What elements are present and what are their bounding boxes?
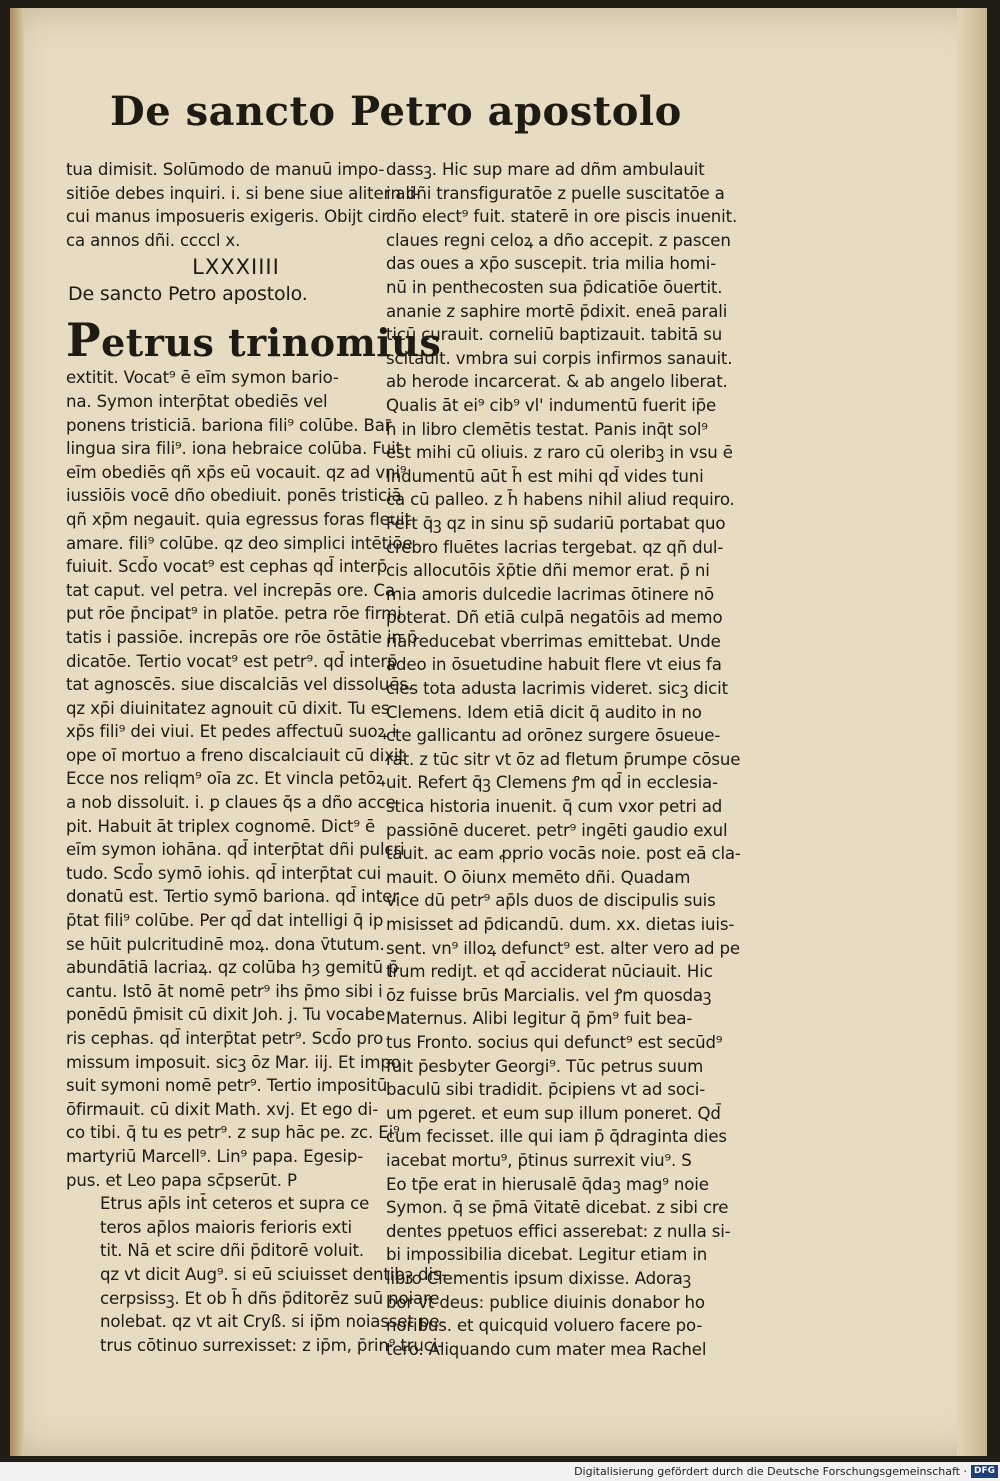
text-line: eīm obediēs qñ xp̄s eū vocauit. qz ad vni⁹ [66,462,407,482]
text-line: poterat. Dñ etiā culpā negatōis ad memo [386,608,723,628]
text-line: na. Symon interp̄tat obediēs vel [66,391,328,411]
text-line: eīm symon iohāna. qd̄ interp̄tat dñi pulcri [66,840,405,860]
text-line: abundātiā lacriaꝝ. qz colūba hȝ gemitū p̄ [66,958,399,978]
text-line: cui manus imposueris exigeris. Obijt cir [66,207,388,227]
text-line: mia amoris dulcedie lacrimas ōtinere nō [386,584,715,604]
text-line: tus Fronto. socius qui defunct⁹ est secūd⁹ [386,1032,723,1052]
text-line: suit symoni nomē petr⁹. Tertio impositū [66,1076,388,1096]
text-line: Indumentū aūt h̄ est mihi qd̄ vides tuni [386,466,704,486]
text-line: ca annos dñi. ccccl x. [66,230,241,250]
text-line: ris cephas. qd̄ interp̄tat petr⁹. Scd̄o pro [66,1029,384,1048]
text-line: co tibi. q̄ tu es petr⁹. z sup hāc pe. zc. Ei⁹ [66,1123,400,1143]
text-line: cum fecisset. ille qui iam p̄ q̄draginta dies [386,1127,727,1147]
text-line: libro Clementis ipsum dixisse. Adoraꝫ [386,1268,692,1288]
text-line: tit. Nā et scire dñi p̄ditorē voluit. [100,1241,365,1261]
dfg-logo: DFG [971,1465,998,1478]
initial-letter: P [66,313,102,368]
text-line: Symon. q̄ se p̄mā v̄itatē dicebat. z sibi cre [386,1198,729,1218]
text-line: ab herode incarcerat. & ab angelo liberat. [386,372,728,392]
text-line: put rōe p̄ncipat⁹ in platōe. petra rōe firmi [66,604,402,624]
text-line: Clemens. Idem etiā dicit q̄ audito in no [386,702,702,722]
text-line: bor vt deus: publice diuinis donabor ho [386,1292,705,1312]
text-line: cantu. Istō āt nomē petr⁹ ihs p̄mo sibi i [66,981,383,1001]
text-line: adeo in ōsuetudine habuit flere vt eius fa [386,655,722,675]
text-line: baculū sibi tradidit. p̄cipiens vt ad soci- [386,1080,706,1100]
text-line: uit. Refert q̄ꝫ Clemens ꝭm qd̄ in ecclesia- [386,773,718,793]
text-line: vice dū petr⁹ ap̄ls duos de discipulis suis [386,891,716,911]
text-line: cte gallicantu ad orōnez surgere ōsueue- [386,726,721,746]
text-line: tat caput. vel petra. vel increpās ore. Ca- [66,580,401,600]
text-line: in dñi transfiguratōe z puelle suscitatōe a [386,183,725,203]
text-line: ponēdū p̄misit cū dixit Joh. j. Tu vocabe [66,1005,386,1025]
left-column [66,158,448,1357]
text-line: stica historia inuenit. q̄ cum vxor petri ad [386,797,723,817]
text-line: qz vt dicit Aug⁹. si eū sciuisset dentibꝫ dis- [100,1264,448,1284]
text-line: trus cōtinuo surrexisset: z ip̄m, p̄rin⁹ truci- [100,1335,444,1355]
text-line: dño elect⁹ fuit. staterē in ore piscis inuenit. [386,207,738,227]
text-line: um pgeret. et eum sup illum poneret. Qd̄ [386,1103,721,1123]
text-line: ōz fuisse brūs Marcialis. vel ꝭm quosdaꝫ [386,985,712,1005]
text-line: misisset ad p̄dicandū. dum. xx. dietas iuis- [386,915,735,934]
text-line: p̄tat fili⁹ colūbe. Per qd̄ dat intelligi q̄ ip [66,911,384,931]
text-line: Maternus. Alibi legitur q̄ p̄m⁹ fuit bea- [386,1009,693,1029]
text-line: dentes ppetuos effici asserebat: z nulla si- [386,1221,731,1241]
text-line: Ecce nos reliqm⁹ oīa zc. Et vincla petōꝝ [66,769,386,789]
footer-credit [574,1463,1000,1480]
text-line: tat agnoscēs. siue discalciās vel dissoluēs. [66,675,413,695]
text-line: tero. Aliquando cum mater mea Rachel [386,1339,707,1359]
text-line: Fert q̄ꝫ qz in sinu sp̄ sudariū portabat quo [386,513,726,533]
text-line: Eo tp̄e erat in hierusalē q̄daꝫ mag⁹ noie [386,1174,709,1194]
text-line: pit. Habuit āt triplex cognomē. Dict⁹ ē [66,816,376,836]
text-line: cerpsissꝫ. Et ob h̄ dñs p̄ditorēz suū noiare [100,1288,440,1308]
text-line: passiōnē duceret. petr⁹ ingēti gaudio exul [386,820,728,840]
text-line: extitit. Vocat⁹ ē eīm symon bario- [66,368,339,388]
text-line: claues regni celoꝝ a dño accepit. z pascen [386,230,731,250]
text-line: ōfirmauit. cū dixit Math. xvj. Et ego di- [66,1099,379,1119]
text-line: qñ xp̄m negauit. quia egressus foras fleuit [66,509,411,529]
left-body-lines [66,366,418,1192]
text-line: tudo. Scd̄o symō iohis. qd̄ interp̄tat cui [66,863,382,883]
text-line: dassꝫ. Hic sup mare ad dñm ambulauit [386,160,705,179]
text-line: das oues a xp̄o suscepit. tria milia homi- [386,254,717,274]
text-line: ananie z saphire mortē p̄dixit. eneā parali [386,301,728,321]
text-line: xp̄s fili⁹ dei viui. Et pedes affectuū suoꝝ i [66,722,397,742]
left-after-initial-lines [66,1192,448,1357]
text-line: sitiōe debes inquiri. i. si bene siue aliter ali- [66,183,421,203]
text-line: cies tota adusta lacrimis videret. sicꝫ dicit [386,679,728,699]
right-body-lines [386,158,741,1361]
text-line: teros ap̄los maioris ferioris exti [100,1217,352,1237]
incipit [66,310,442,368]
text-line: h̄ in libro clemētis testat. Panis inq̄t sol⁹ [386,419,708,439]
text-line: scitauit. vmbra sui corpis infirmos sanauit. [386,348,733,368]
text-line: missum imposuit. sicꝫ ōz Mar. iij. Et impo [66,1052,401,1072]
text-line: tatis i passiōe. increpās ore rōe ōstātie in p̄ [66,627,418,647]
text-line: dicatōe. Tertio vocat⁹ est petr⁹. qd̄ interp̄ [66,651,398,671]
text-line: mauit. O ōiunx memēto dñi. Quadam [386,867,691,887]
footer-credit-text: Digitalisierung gefördert durch die Deutsche Forschungsgemeinschaft · [574,1465,967,1478]
text-line: fuiuit. Scd̄o vocat⁹ est cephas qd̄ interp̄ [66,557,388,577]
text-line: bi impossibilia dicebat. Legitur etiam in [386,1245,708,1265]
text-line: iussiōis vocē dño obediuit. ponēs tristiciā [66,486,402,506]
running-head: De sancto Petro apostolo [110,88,682,135]
text-line: ope oī mortuo a freno discalciauit cū dixit [66,745,405,765]
text-line: martyriū Marcell⁹. Lin⁹ papa. Egesip- [66,1146,364,1166]
page-gutter [10,8,24,1456]
incipit-text: etrus trinomius [101,320,442,366]
text-line: cis allocutōis x̄p̄tie dñi memor erat. p̄ ni [386,561,710,581]
left-top-lines [66,158,421,252]
text-line: est mihi cū oliuis. z raro cū oleribꝫ in vsu ē [386,443,733,463]
text-line: lingua sira fili⁹. iona hebraice colūba. Fuit [66,439,402,459]
text-line: noribus. et quicquid voluero facere po- [386,1316,703,1336]
text-line: pus. et Leo papa sc̄pserūt. P [66,1170,297,1190]
text-line: ponens tristiciā. bariona fili⁹ colūbe. Bar [66,415,392,435]
page-fore-edge [957,8,987,1456]
text-line: iacebat mortu⁹, p̄tinus surrexit viu⁹. S [386,1150,692,1170]
text-line: a nob dissoluit. i. ꝑ claues q̄s a dño acce [66,793,396,813]
text-line: nū in penthecosten sua p̄dicatiōe ōuertit. [386,277,723,297]
chapter-number: LXXXIIII [192,255,280,280]
text-line: sent. vn⁹ illoꝝ defunct⁹ est. alter vero ad pe [386,938,740,958]
text-line: qz xp̄i diuinitatez agnouit cū dixit. Tu es [66,698,390,718]
text-line: crebro fluētes lacrias tergebat. qz qñ dul- [386,537,724,557]
text-line: fuit p̄esbyter Georgi⁹. Tūc petrus suum [386,1056,704,1076]
text-line: nolebat. qz vt ait Cryß. si ip̄m noiasset pe- [100,1312,446,1332]
text-line: donatū est. Tertio symō bariona. qd̄ inter [66,887,399,907]
text-line: tauit. ac eam ꝓprio vocās noie. post eā cla- [386,844,741,864]
text-line: Qualis āt ei⁹ cib⁹ vl' indumentū fuerit ip̄e [386,395,717,415]
text-line: se hūit pulcritudinē moꝝ. dona v̄tutum. [66,934,385,954]
right-column [386,158,741,1361]
text-line: riā reducebat vberrimas emittebat. Unde [386,631,721,651]
text-line: rat. z tūc sitr vt ōz ad fletum p̄rumpe cōsue [386,749,741,769]
chapter-title: De sancto Petro apostolo. [68,283,308,306]
text-line: tua dimisit. Solūmodo de manuū impo- [66,160,385,179]
text-line: amare. fili⁹ colūbe. qz deo simplici intētiōe [66,533,413,553]
text-line: Etrus ap̄ls int̄ ceteros et supra ce [100,1194,370,1214]
text-line: ca cū palleo. z h̄ habens nihil aliud requiro. [386,490,735,510]
text-line: ticū curauit. corneliū baptizauit. tabitā su [386,325,723,345]
text-line: trum rediȷt. et qd̄ acciderat nūciauit. Hic [386,962,713,982]
